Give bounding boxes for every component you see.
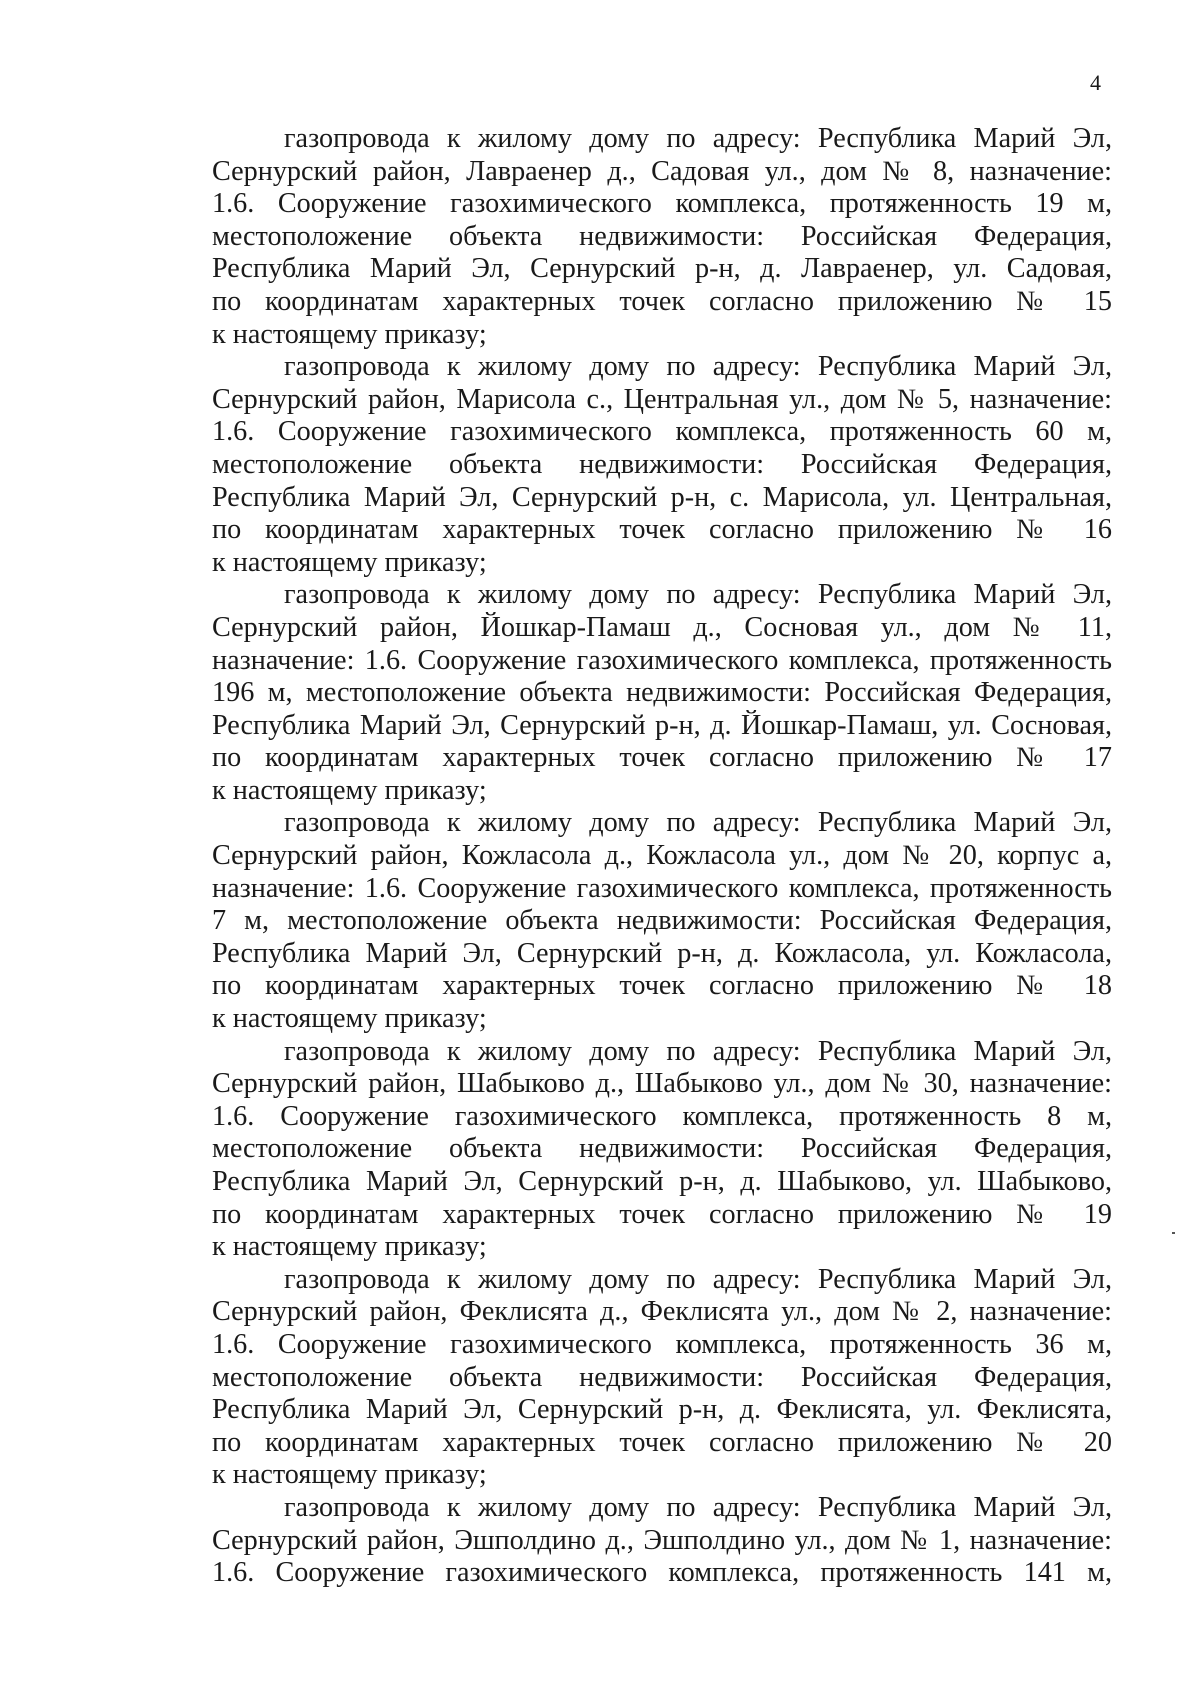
text-line: Сернурский район, Кожласола д., Кожласола ул., дом № 20, корпус а, (212, 840, 1112, 872)
text-line: газопровода к жилому дому по адресу: Республика Марий Эл, (284, 579, 1112, 611)
text-line: 1.6. Сооружение газохимического комплекса, протяженность 60 м, (212, 416, 1112, 448)
text-line: Республика Марий Эл, Сернурский р-н, д. Феклисята, ул. Феклисята, (212, 1394, 1112, 1426)
text-line: 7 м, местоположение объекта недвижимости: Российская Федерация, (212, 905, 1112, 937)
text-line: по координатам характерных точек согласно приложению № 20 (212, 1426, 1112, 1458)
text-line: газопровода к жилому дому по адресу: Республика Марий Эл, (284, 351, 1112, 383)
text-line: Сернурский район, Лавраенер д., Садовая ул., дом № 8, назначение: (212, 155, 1112, 187)
text-line: 1.6. Сооружение газохимического комплекса, протяженность 141 м, (212, 1557, 1112, 1589)
text-line: Республика Марий Эл, Сернурский р-н, с. Марисола, ул. Центральная, (212, 481, 1112, 513)
paragraph (212, 1036, 1112, 1264)
text-line: Сернурский район, Йошкар-Памаш д., Сосновая ул., дом № 11, (212, 611, 1112, 643)
text-line: газопровода к жилому дому по адресу: Республика Марий Эл, (284, 1263, 1112, 1295)
text-line: Сернурский район, Шабыково д., Шабыково ул., дом № 30, назначение: (212, 1068, 1112, 1100)
paragraph (212, 123, 1112, 351)
text-line: Республика Марий Эл, Сернурский р-н, д. Йошкар-Памаш, ул. Сосновая, (212, 709, 1112, 741)
text-line: 1.6. Сооружение газохимического комплекса, протяженность 19 м, (212, 188, 1112, 220)
text-line: к настоящему приказу; (212, 774, 487, 806)
scan-speck (1172, 1232, 1175, 1234)
text-line: местоположение объекта недвижимости: Российская Федерация, (212, 448, 1112, 480)
text-line: газопровода к жилому дому по адресу: Республика Марий Эл, (284, 1035, 1112, 1067)
text-line: газопровода к жилому дому по адресу: Республика Марий Эл, (284, 123, 1112, 154)
text-line: назначение: 1.6. Сооружение газохимического комплекса, протяженность (212, 644, 1112, 676)
text-line: 196 м, местоположение объекта недвижимости: Российская Федерация, (212, 677, 1112, 709)
text-line: назначение: 1.6. Сооружение газохимического комплекса, протяженность (212, 872, 1112, 904)
text-line: по координатам характерных точек согласно приложению № 17 (212, 742, 1112, 774)
text-line: местоположение объекта недвижимости: Российская Федерация, (212, 1361, 1112, 1393)
text-line: к настоящему приказу; (212, 1459, 487, 1491)
text-line: газопровода к жилому дому по адресу: Республика Марий Эл, (284, 1491, 1112, 1523)
text-line: к настоящему приказу; (212, 546, 487, 578)
text-line: по координатам характерных точек согласно приложению № 18 (212, 970, 1112, 1002)
paragraph (212, 351, 1112, 579)
text-line: Республика Марий Эл, Сернурский р-н, д. Лавраенер, ул. Садовая, (212, 253, 1112, 285)
text-line: 1.6. Сооружение газохимического комплекса, протяженность 36 м, (212, 1328, 1112, 1360)
text-line: к настоящему приказу; (212, 318, 487, 350)
text-line: газопровода к жилому дому по адресу: Республика Марий Эл, (284, 807, 1112, 839)
text-line: Сернурский район, Марисола с., Центральная ул., дом № 5, назначение: (212, 383, 1112, 415)
text-line: к настоящему приказу; (212, 1003, 487, 1035)
paragraph (212, 1264, 1112, 1492)
text-line: местоположение объекта недвижимости: Российская Федерация, (212, 220, 1112, 252)
text-line: по координатам характерных точек согласно приложению № 16 (212, 514, 1112, 546)
document-body (212, 123, 1112, 1590)
text-line: Республика Марий Эл, Сернурский р-н, д. Кожласола, ул. Кожласола, (212, 937, 1112, 969)
page-number: 4 (1090, 70, 1101, 95)
text-line: к настоящему приказу; (212, 1231, 487, 1263)
text-line: Сернурский район, Эшполдино д., Эшполдино ул., дом № 1, назначение: (212, 1524, 1112, 1556)
text-line: Республика Марий Эл, Сернурский р-н, д. Шабыково, ул. Шабыково, (212, 1166, 1112, 1197)
text-line: 1.6. Сооружение газохимического комплекса, протяженность 8 м, (212, 1100, 1112, 1132)
paragraph (212, 1492, 1112, 1590)
text-line: Сернурский район, Феклисята д., Феклисята ул., дом № 2, назначение: (212, 1296, 1112, 1328)
text-line: местоположение объекта недвижимости: Российская Федерация, (212, 1133, 1112, 1165)
paragraph (212, 579, 1112, 807)
text-line: по координатам характерных точек согласно приложению № 15 (212, 285, 1112, 317)
paragraph (212, 807, 1112, 1035)
text-line: по координатам характерных точек согласно приложению № 19 (212, 1198, 1112, 1230)
